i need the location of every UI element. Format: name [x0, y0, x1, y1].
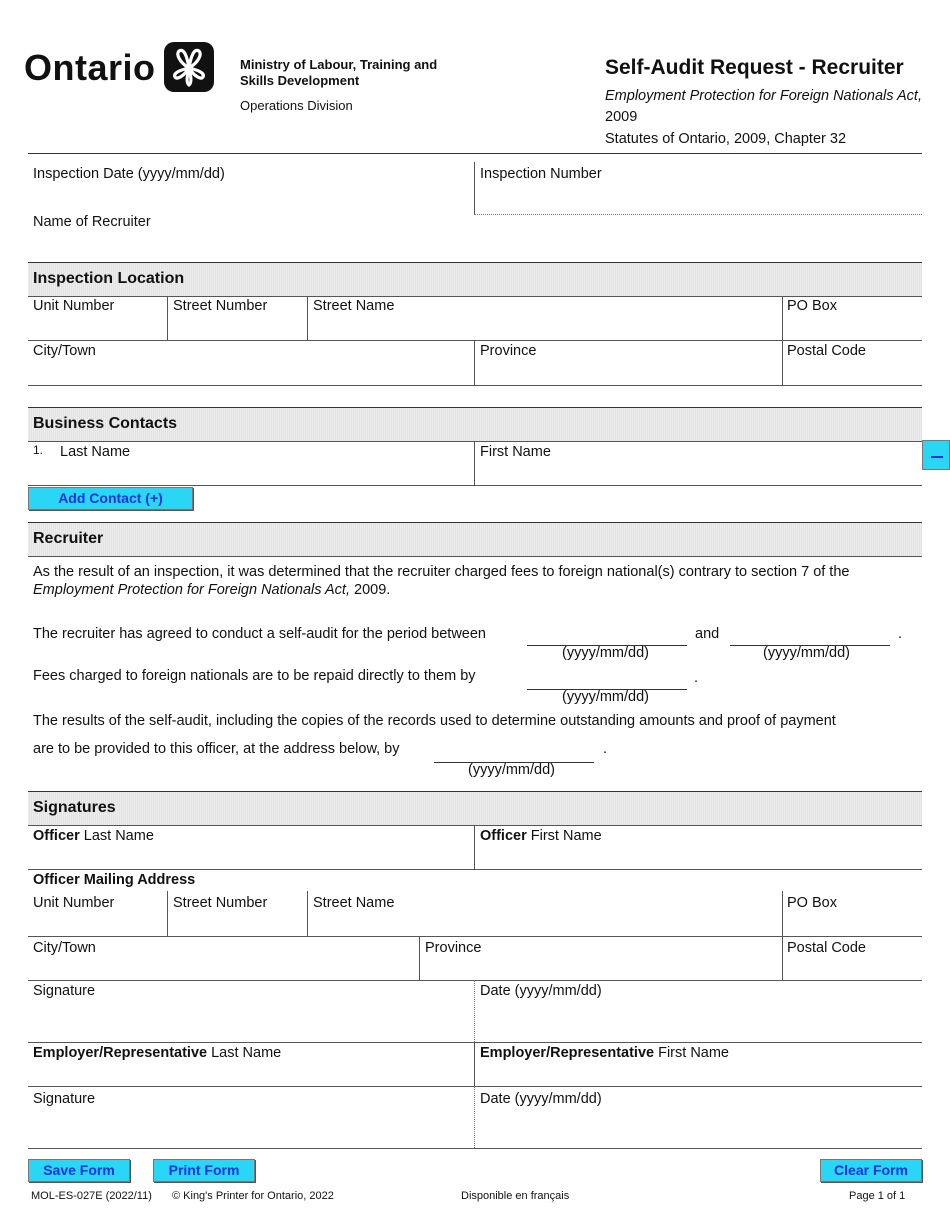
signatures-header [28, 791, 922, 825]
repaid-text: Fees charged to foreign nationals are to be repaid directly to them by [33, 668, 476, 684]
period-start-hint: (yyyy/mm/dd) [562, 645, 649, 661]
act-italic: Employment Protection for Foreign Nationals Act, [605, 88, 922, 104]
postal-code-input[interactable] [783, 341, 922, 385]
repay-date-hint: (yyyy/mm/dd) [562, 689, 649, 705]
ministry-name: Ministry of Labour, Training and Skills Development [240, 57, 438, 88]
officer-signature-field[interactable] [28, 981, 474, 1042]
clear-form-button[interactable]: Clear Form [820, 1159, 922, 1182]
employer-date-input[interactable] [475, 1087, 922, 1148]
recruiter-name-label: Name of Recruiter [33, 214, 151, 230]
divider [28, 869, 922, 870]
copyright: © King's Printer for Ontario, 2022 [172, 1190, 334, 1202]
section-title: Signatures [33, 799, 116, 816]
officer-city-label: City/Town [33, 940, 96, 956]
street-number-input[interactable] [168, 297, 307, 340]
officer-street-name-input[interactable] [308, 891, 782, 936]
contact-first-name-input[interactable] [475, 442, 922, 485]
officer-unit-number-label: Unit Number [33, 895, 115, 911]
inspection-location-header [28, 262, 922, 296]
street-name-input[interactable] [308, 297, 782, 340]
remove-contact-button[interactable] [922, 440, 950, 470]
label-rest: First Name [526, 828, 602, 844]
divider [28, 1148, 922, 1149]
business-contacts-header [28, 407, 922, 441]
officer-date-input[interactable] [475, 981, 922, 1042]
inspection-date-label: Inspection Date (yyyy/mm/dd) [33, 166, 225, 182]
officer-mailing-address-label: Officer Mailing Address [33, 872, 196, 888]
province-label: Province [480, 343, 537, 359]
contact-first-name-label: First Name [480, 444, 551, 460]
officer-city-input[interactable] [28, 937, 419, 980]
label-bold: Officer [33, 828, 80, 844]
employer-last-name-input[interactable] [28, 1043, 474, 1086]
period-end-punct: . [898, 626, 903, 642]
divider [474, 162, 475, 214]
officer-last-name-input[interactable] [28, 826, 474, 869]
employer-signature-label: Signature [33, 1091, 96, 1107]
officer-province-label: Province [425, 940, 482, 956]
form-id: MOL-ES-027E (2022/11) [31, 1190, 152, 1202]
add-contact-button[interactable]: Add Contact (+) [28, 487, 193, 510]
officer-street-number-label: Street Number [173, 895, 268, 911]
recruiter-header [28, 522, 922, 556]
employer-first-name-input[interactable] [475, 1043, 922, 1086]
officer-po-box-input[interactable] [783, 891, 922, 936]
statute-reference: Statutes of Ontario, 2009, Chapter 32 [605, 131, 847, 147]
recruiter-paragraph-line2 [33, 582, 390, 598]
divider [28, 556, 922, 557]
inspection-number-label: Inspection Number [480, 166, 602, 182]
label-rest: Last Name [207, 1045, 282, 1061]
street-number-label: Street Number [173, 298, 268, 314]
repaid-end-punct: . [694, 670, 699, 686]
po-box-label: PO Box [787, 298, 837, 314]
contact-last-name-label: Last Name [60, 444, 131, 460]
inspection-date-input[interactable] [28, 160, 474, 214]
officer-province-input[interactable] [420, 937, 782, 980]
form-title: Self-Audit Request - Recruiter [605, 56, 904, 79]
officer-postal-code-input[interactable] [783, 937, 922, 980]
officer-first-name-input[interactable] [475, 826, 922, 869]
self-audit-text: The recruiter has agreed to conduct a self-audit for the period between [33, 626, 486, 642]
unit-number-input[interactable] [28, 297, 167, 340]
ontario-logo-text: Ontario [24, 47, 156, 88]
page-number: Page 1 of 1 [849, 1190, 906, 1202]
provided-end-punct: . [603, 741, 608, 757]
postal-code-label: Postal Code [787, 343, 866, 359]
contact-index: 1. [33, 443, 44, 457]
section-title: Business Contacts [33, 415, 178, 432]
section-title: Recruiter [33, 530, 104, 547]
recruiter-paragraph-line1: As the result of an inspection, it was determined that the recruiter charged fees to foreign national(s) contrary to section 7 of the [33, 564, 850, 580]
label-bold: Employer/Representative [33, 1045, 208, 1061]
section-title: Inspection Location [33, 270, 185, 287]
officer-date-label: Date (yyyy/mm/dd) [480, 983, 602, 999]
divider [28, 485, 922, 486]
label-bold: Employer/Representative [480, 1045, 655, 1061]
city-label: City/Town [33, 343, 96, 359]
division-name: Operations Division [240, 98, 353, 113]
officer-postal-code-label: Postal Code [787, 940, 866, 956]
save-form-button[interactable]: Save Form [28, 1159, 130, 1182]
act-year: 2009. [350, 582, 391, 598]
divider [28, 385, 922, 386]
province-input[interactable] [475, 341, 782, 385]
officer-street-number-input[interactable] [168, 891, 307, 936]
print-form-button[interactable]: Print Form [153, 1159, 255, 1182]
contact-last-name-input[interactable] [28, 442, 474, 485]
unit-number-label: Unit Number [33, 298, 115, 314]
officer-signature-label: Signature [33, 983, 96, 999]
label-rest: First Name [654, 1045, 729, 1061]
divider [28, 153, 922, 154]
recruiter-name-input[interactable] [28, 214, 922, 254]
label-rest: Last Name [79, 828, 154, 844]
label-bold: Officer [480, 828, 527, 844]
inspection-number-input[interactable] [476, 160, 922, 214]
officer-street-name-label: Street Name [313, 895, 395, 911]
officer-unit-number-input[interactable] [28, 891, 167, 936]
provided-text: are to be provided to this officer, at the address below, by [33, 741, 400, 757]
act-italic: Employment Protection for Foreign Nationals Act, [33, 582, 350, 598]
act-year: 2009 [605, 109, 638, 125]
po-box-input[interactable] [783, 297, 922, 340]
provided-date-hint: (yyyy/mm/dd) [468, 762, 555, 778]
officer-po-box-label: PO Box [787, 895, 837, 911]
employer-date-label: Date (yyyy/mm/dd) [480, 1091, 602, 1107]
act-name [605, 86, 925, 128]
french-availability: Disponible en français [461, 1190, 570, 1202]
trillium-logo-icon [164, 42, 214, 92]
period-end-hint: (yyyy/mm/dd) [763, 645, 850, 661]
and-text: and [695, 626, 720, 642]
street-name-label: Street Name [313, 298, 395, 314]
city-input[interactable] [28, 341, 474, 385]
results-text: The results of the self-audit, including the copies of the records used to determine outstanding amounts and proof of payment [33, 713, 836, 729]
employer-signature-field[interactable] [28, 1087, 474, 1148]
